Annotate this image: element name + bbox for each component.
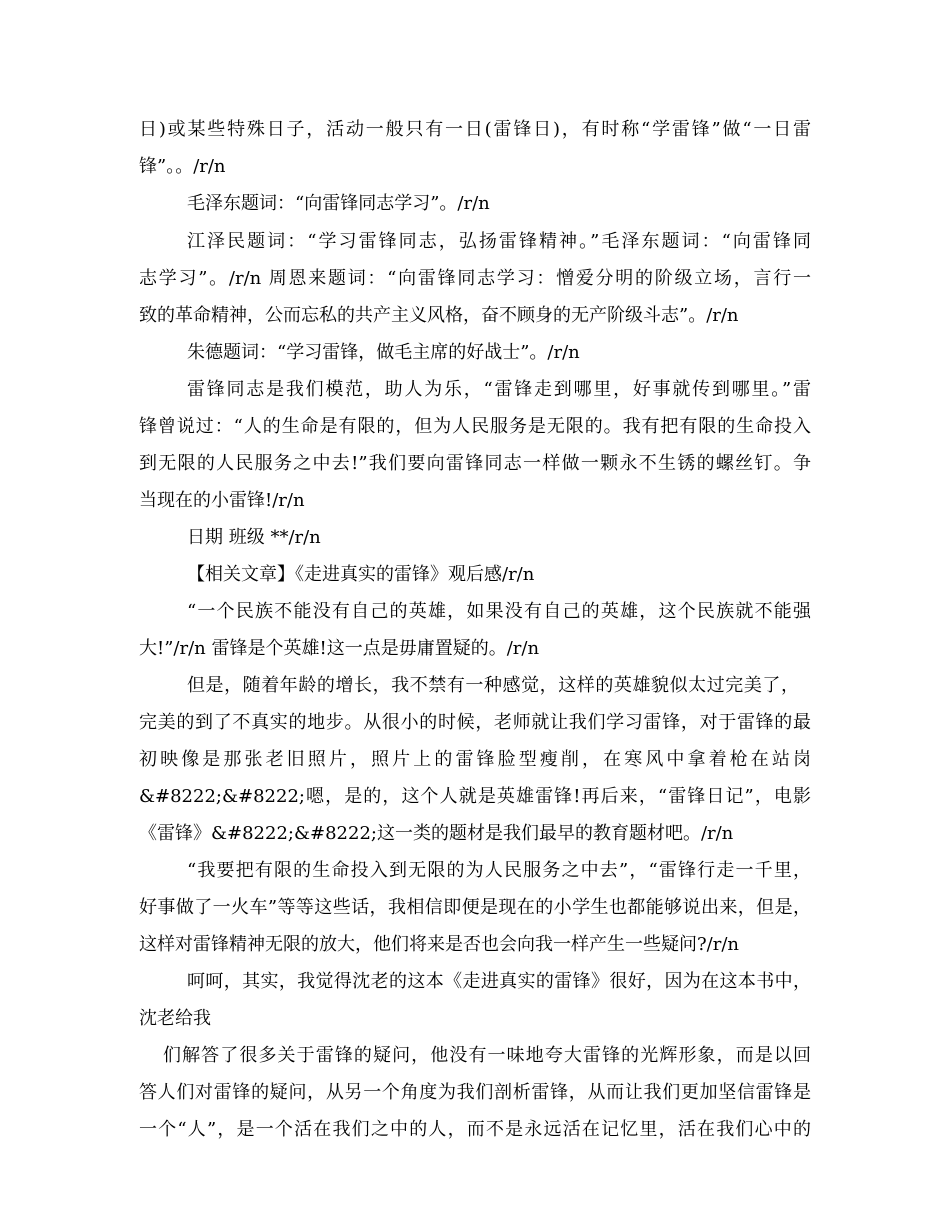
text-line: 当现在的小雷锋!/r/n: [139, 490, 305, 511]
text-line: 好事做了一火车”等等这些话，我相信即便是现在的小学生也都能够说出来，但是，: [139, 897, 811, 918]
text-line: 致的革命精神，公而忘私的共产主义风格，奋不顾身的无产阶级斗志”。/r/n: [139, 305, 739, 326]
text-line: 大!”/r/n 雷锋是个英雄!这一点是毋庸置疑的。/r/n: [139, 638, 540, 659]
text-line: “我要把有限的生命投入到无限的为人民服务之中去”，“雷锋行走一千里，: [187, 860, 811, 881]
text-line: 初映像是那张老旧照片，照片上的雷锋脸型瘦削，在寒风中拿着枪在站岗: [139, 749, 811, 770]
text-line: 但是，随着年龄的增长，我不禁有一种感觉，这样的英雄貌似太过完美了，: [187, 675, 799, 696]
text-line: 到无限的人民服务之中去!”我们要向雷锋同志一样做一颗永不生锈的螺丝钉。争: [139, 453, 811, 474]
text-line: 江泽民题词：“学习雷锋同志，弘扬雷锋精神。”毛泽东题词：“向雷锋同: [187, 231, 811, 252]
text-line: 日)或某些特殊日子，活动一般只有一日(雷锋日)，有时称“学雷锋”做“一日雷: [139, 119, 811, 140]
text-line: 锋”。。/r/n: [139, 156, 226, 177]
text-line: “一个民族不能没有自己的英雄，如果没有自己的英雄，这个民族就不能强: [187, 601, 811, 622]
text-line: &#8222;&#8222;嗯，是的，这个人就是英雄雷锋!再后来，“雷锋日记”，电影: [139, 786, 811, 807]
text-line: 朱德题词：“学习雷锋，做毛主席的好战士”。/r/n: [187, 342, 580, 363]
text-line: 志学习”。/r/n 周恩来题词：“向雷锋同志学习：憎爱分明的阶级立场，言行一: [139, 268, 811, 289]
text-line: 沈老给我: [139, 1008, 211, 1029]
text-line: 答人们对雷锋的疑问，从另一个角度为我们剖析雷锋，从而让我们更加坚信雷锋是: [139, 1082, 811, 1103]
text-line: 毛泽东题词：“向雷锋同志学习”。/r/n: [187, 193, 490, 214]
text-line: 锋曾说过：“人的生命是有限的，但为人民服务是无限的。我有把有限的生命投入: [139, 416, 811, 437]
text-line: 呵呵，其实，我觉得沈老的这本《走进真实的雷锋》很好，因为在这本书中，: [187, 971, 811, 992]
text-line: 《雷锋》&#8222;&#8222;这一类的题材是我们最早的教育题材吧。/r/n: [139, 823, 734, 844]
text-line: 【相关文章】《走进真实的雷锋》观后感/r/n: [187, 564, 535, 585]
text-line: 这样对雷锋精神无限的放大，他们将来是否也会向我一样产生一些疑问?/r/n: [139, 934, 739, 955]
text-line: 雷锋同志是我们模范，助人为乐，“雷锋走到哪里，好事就传到哪里。”雷: [187, 379, 811, 400]
text-line: 日期 班级 **/r/n: [187, 527, 321, 548]
text-line: 一个“人”，是一个活在我们之中的人，而不是永远活在记忆里，活在我们心中的: [139, 1119, 811, 1140]
text-line: 完美的到了不真实的地步。从很小的时候，老师就让我们学习雷锋，对于雷锋的最: [139, 712, 811, 733]
text-line: 们解答了很多关于雷锋的疑问，他没有一味地夸大雷锋的光辉形象，而是以回: [163, 1045, 811, 1066]
